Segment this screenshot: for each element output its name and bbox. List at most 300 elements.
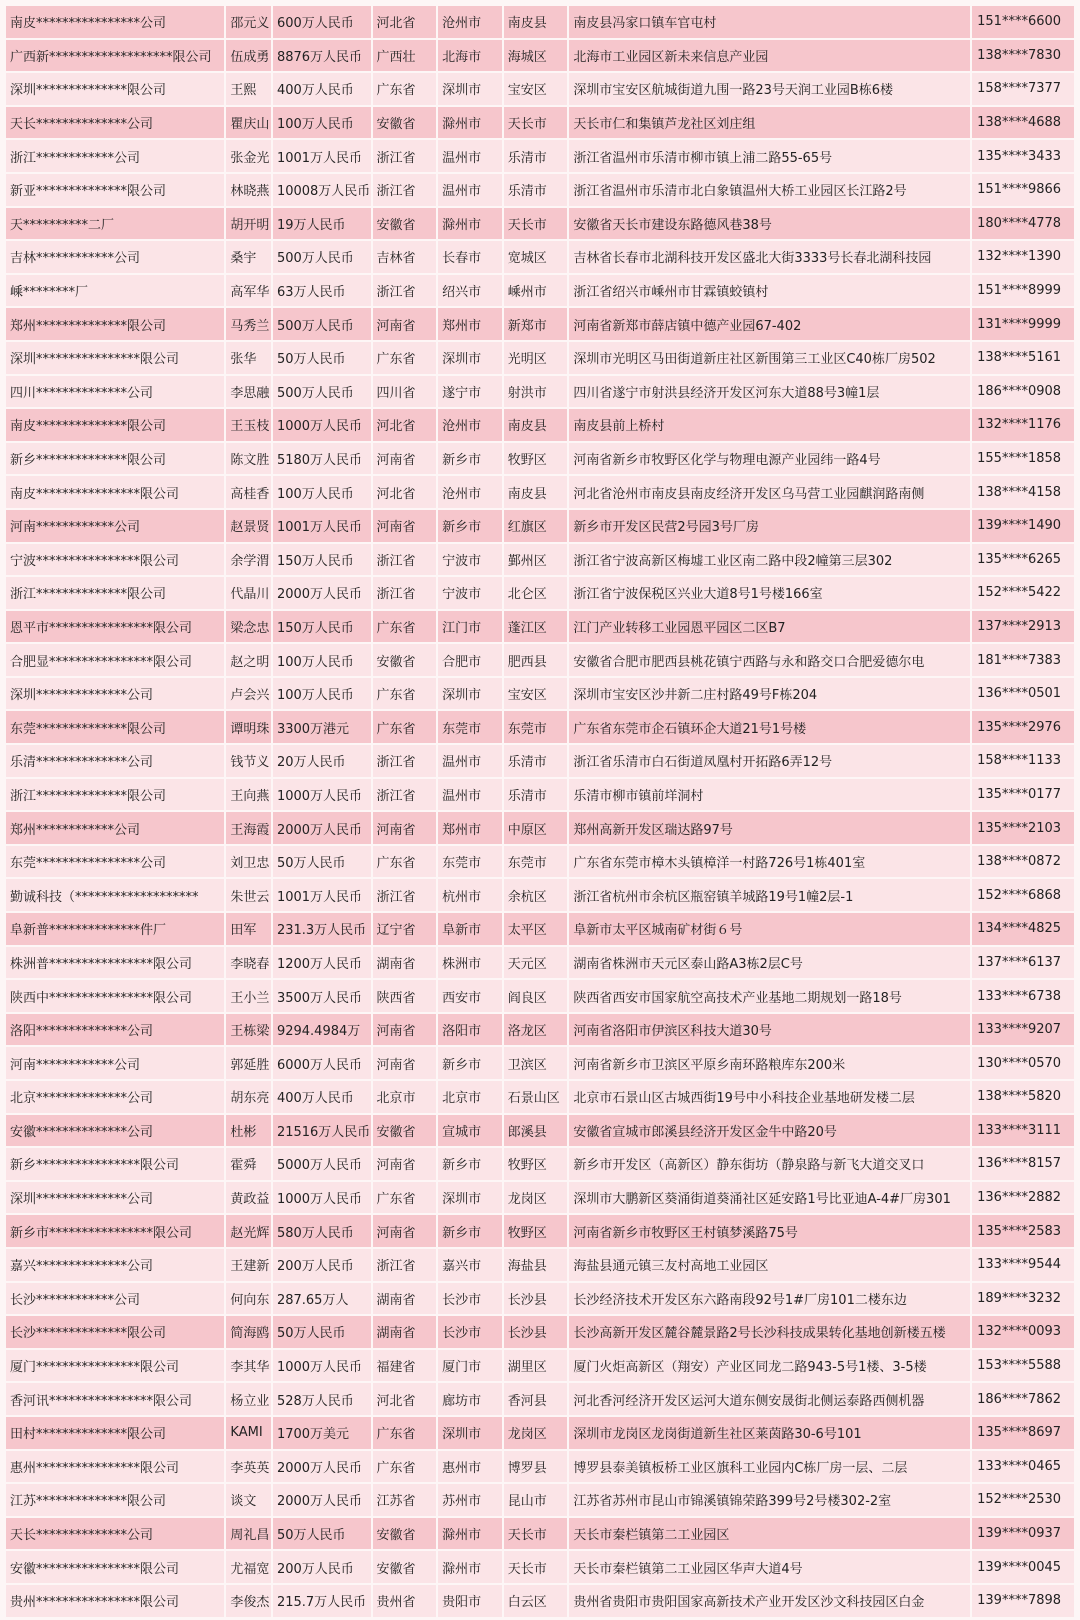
- city-cell: 宁波市: [438, 544, 502, 576]
- province-cell: 广东省: [373, 1451, 437, 1483]
- phone-cell: 158****7377: [972, 73, 1074, 105]
- company-name-cell: 长沙**************限公司: [6, 1316, 224, 1348]
- legal-person-cell: 李其华: [226, 1350, 271, 1382]
- district-cell: 海盐县: [504, 1249, 568, 1281]
- phone-cell: 153****5588: [972, 1350, 1074, 1382]
- phone-cell: 138****5820: [972, 1081, 1074, 1113]
- table-row: [6, 174, 1074, 206]
- legal-person-cell: 何向东: [226, 1283, 271, 1315]
- phone-cell: 158****1133: [972, 745, 1074, 777]
- province-cell: 广东省: [373, 678, 437, 710]
- company-name-cell: 嵊********厂: [6, 275, 224, 307]
- city-cell: 北海市: [438, 40, 502, 72]
- address-cell: 郑州高新开发区瑞达路97号: [569, 812, 970, 844]
- province-cell: 河南省: [373, 1148, 437, 1180]
- address-cell: 北海市工业园区新未来信息产业园: [569, 40, 970, 72]
- district-cell: 南皮县: [504, 476, 568, 508]
- company-name-cell: 新乡**************限公司: [6, 443, 224, 475]
- city-cell: 沧州市: [438, 6, 502, 38]
- province-cell: 广东省: [373, 1182, 437, 1214]
- city-cell: 长春市: [438, 241, 502, 273]
- company-name-cell: 天长**************公司: [6, 107, 224, 139]
- address-cell: 新乡市开发区民营2号园3号厂房: [569, 510, 970, 542]
- district-cell: 宽城区: [504, 241, 568, 273]
- registered-capital-cell: 2000万人民币: [273, 577, 371, 609]
- district-cell: 东莞市: [504, 711, 568, 743]
- province-cell: 广东省: [373, 846, 437, 878]
- address-cell: 天长市秦栏镇第二工业园区华声大道4号: [569, 1551, 970, 1583]
- table-row: [6, 342, 1074, 374]
- district-cell: 石景山区: [504, 1081, 568, 1113]
- address-cell: 陕西省西安市国家航空高技术产业基地二期规划一路18号: [569, 980, 970, 1012]
- company-name-cell: 合肥显****************限公司: [6, 644, 224, 676]
- city-cell: 东莞市: [438, 711, 502, 743]
- province-cell: 安徽省: [373, 1518, 437, 1550]
- province-cell: 河北省: [373, 476, 437, 508]
- registered-capital-cell: 1001万人民币: [273, 879, 371, 911]
- province-cell: 四川省: [373, 376, 437, 408]
- company-name-cell: 天**********二厂: [6, 208, 224, 240]
- legal-person-cell: 余学渭: [226, 544, 271, 576]
- company-name-cell: 洛阳**************公司: [6, 1014, 224, 1046]
- company-name-cell: 宁波****************限公司: [6, 544, 224, 576]
- district-cell: 乐清市: [504, 779, 568, 811]
- city-cell: 温州市: [438, 779, 502, 811]
- city-cell: 宁波市: [438, 577, 502, 609]
- address-cell: 河南省新乡市卫滨区平原乡南环路粮库东200米: [569, 1047, 970, 1079]
- province-cell: 广西壮: [373, 40, 437, 72]
- phone-cell: 135****0177: [972, 779, 1074, 811]
- city-cell: 东莞市: [438, 846, 502, 878]
- company-name-cell: 郑州**************限公司: [6, 308, 224, 340]
- phone-cell: 131****9999: [972, 308, 1074, 340]
- legal-person-cell: 赵景贤: [226, 510, 271, 542]
- address-cell: 深圳市大鹏新区葵涌街道葵涌社区延安路1号比亚迪A-4#厂房301: [569, 1182, 970, 1214]
- province-cell: 广东省: [373, 611, 437, 643]
- address-cell: 厦门火炬高新区（翔安）产业区同龙二路943-5号1楼、3-5楼: [569, 1350, 970, 1382]
- city-cell: 深圳市: [438, 678, 502, 710]
- legal-person-cell: 尤福宽: [226, 1551, 271, 1583]
- registered-capital-cell: 400万人民币: [273, 73, 371, 105]
- address-cell: 南皮县冯家口镇车官屯村: [569, 6, 970, 38]
- legal-person-cell: 张华: [226, 342, 271, 374]
- province-cell: 福建省: [373, 1350, 437, 1382]
- registered-capital-cell: 5180万人民币: [273, 443, 371, 475]
- province-cell: 贵州省: [373, 1585, 437, 1617]
- province-cell: 河南省: [373, 510, 437, 542]
- district-cell: 天元区: [504, 947, 568, 979]
- company-name-cell: 新乡市****************限公司: [6, 1215, 224, 1247]
- phone-cell: 137****6137: [972, 947, 1074, 979]
- table-row: [6, 40, 1074, 72]
- city-cell: 廊坊市: [438, 1383, 502, 1415]
- registered-capital-cell: 21516万人民币: [273, 1115, 371, 1147]
- table-row: [6, 879, 1074, 911]
- district-cell: 白云区: [504, 1585, 568, 1617]
- registered-capital-cell: 20万人民币: [273, 745, 371, 777]
- phone-cell: 133****6738: [972, 980, 1074, 1012]
- legal-person-cell: 卢会兴: [226, 678, 271, 710]
- registered-capital-cell: 50万人民币: [273, 846, 371, 878]
- legal-person-cell: 杜彬: [226, 1115, 271, 1147]
- registered-capital-cell: 1700万美元: [273, 1417, 371, 1449]
- phone-cell: 132****0093: [972, 1316, 1074, 1348]
- address-cell: 贵州省贵阳市贵阳国家高新技术产业开发区沙文科技园区白金: [569, 1585, 970, 1617]
- phone-cell: 132****1176: [972, 409, 1074, 441]
- district-cell: 龙岗区: [504, 1417, 568, 1449]
- company-name-cell: 惠州****************限公司: [6, 1451, 224, 1483]
- table-row: [6, 1551, 1074, 1583]
- company-name-cell: 嘉兴**************公司: [6, 1249, 224, 1281]
- table-row: [6, 980, 1074, 1012]
- district-cell: 牧野区: [504, 1148, 568, 1180]
- address-cell: 湖南省株洲市天元区泰山路A3栋2层C号: [569, 947, 970, 979]
- registered-capital-cell: 100万人民币: [273, 476, 371, 508]
- district-cell: 香河县: [504, 1383, 568, 1415]
- city-cell: 新乡市: [438, 1047, 502, 1079]
- address-cell: 深圳市光明区马田街道新庄社区新围第三工业区C40栋厂房502: [569, 342, 970, 374]
- legal-person-cell: 谭明珠: [226, 711, 271, 743]
- province-cell: 北京市: [373, 1081, 437, 1113]
- registered-capital-cell: 1000万人民币: [273, 1350, 371, 1382]
- district-cell: 乐清市: [504, 745, 568, 777]
- address-cell: 浙江省杭州市余杭区瓶窑镇羊城路19号1幢2层-1: [569, 879, 970, 911]
- city-cell: 西安市: [438, 980, 502, 1012]
- company-name-cell: 河南************公司: [6, 510, 224, 542]
- province-cell: 河北省: [373, 1383, 437, 1415]
- company-name-cell: 天长**************公司: [6, 1518, 224, 1550]
- city-cell: 阜新市: [438, 913, 502, 945]
- province-cell: 浙江省: [373, 275, 437, 307]
- province-cell: 浙江省: [373, 140, 437, 172]
- address-cell: 安徽省天长市建设东路德风巷38号: [569, 208, 970, 240]
- company-name-cell: 恩平市****************限公司: [6, 611, 224, 643]
- city-cell: 杭州市: [438, 879, 502, 911]
- company-name-cell: 南皮****************公司: [6, 6, 224, 38]
- city-cell: 温州市: [438, 745, 502, 777]
- address-cell: 河南省新乡市牧野区王村镇梦溪路75号: [569, 1215, 970, 1247]
- district-cell: 中原区: [504, 812, 568, 844]
- legal-person-cell: 王建新: [226, 1249, 271, 1281]
- legal-person-cell: 胡开明: [226, 208, 271, 240]
- phone-cell: 138****0872: [972, 846, 1074, 878]
- legal-person-cell: 瞿庆山: [226, 107, 271, 139]
- district-cell: 嵊州市: [504, 275, 568, 307]
- table-row: [6, 443, 1074, 475]
- legal-person-cell: 田军: [226, 913, 271, 945]
- city-cell: 郑州市: [438, 308, 502, 340]
- address-cell: 浙江省温州市乐清市柳市镇上浦二路55-65号: [569, 140, 970, 172]
- city-cell: 遂宁市: [438, 376, 502, 408]
- phone-cell: 138****4688: [972, 107, 1074, 139]
- district-cell: 天长市: [504, 1551, 568, 1583]
- district-cell: 射洪市: [504, 376, 568, 408]
- registered-capital-cell: 580万人民币: [273, 1215, 371, 1247]
- phone-cell: 186****7862: [972, 1383, 1074, 1415]
- phone-cell: 181****7383: [972, 644, 1074, 676]
- province-cell: 浙江省: [373, 544, 437, 576]
- phone-cell: 135****8697: [972, 1417, 1074, 1449]
- table-row: [6, 1014, 1074, 1046]
- district-cell: 海城区: [504, 40, 568, 72]
- city-cell: 绍兴市: [438, 275, 502, 307]
- company-name-cell: 南皮****************限公司: [6, 476, 224, 508]
- province-cell: 安徽省: [373, 107, 437, 139]
- province-cell: 江苏省: [373, 1484, 437, 1516]
- table-row: [6, 846, 1074, 878]
- address-cell: 江门产业转移工业园恩平园区二区B7: [569, 611, 970, 643]
- legal-person-cell: 黄政益: [226, 1182, 271, 1214]
- province-cell: 广东省: [373, 711, 437, 743]
- company-name-cell: 南皮**************限公司: [6, 409, 224, 441]
- table-row: [6, 711, 1074, 743]
- district-cell: 龙岗区: [504, 1182, 568, 1214]
- district-cell: 乐清市: [504, 174, 568, 206]
- address-cell: 四川省遂宁市射洪县经济开发区河东大道88号3幢1层: [569, 376, 970, 408]
- company-table: [4, 4, 1076, 1619]
- legal-person-cell: 王海霞: [226, 812, 271, 844]
- address-cell: 河北香河经济开发区运河大道东侧安晟街北侧运泰路西侧机器: [569, 1383, 970, 1415]
- district-cell: 洛龙区: [504, 1014, 568, 1046]
- province-cell: 湖南省: [373, 1283, 437, 1315]
- city-cell: 温州市: [438, 140, 502, 172]
- company-name-cell: 新乡****************限公司: [6, 1148, 224, 1180]
- phone-cell: 139****1490: [972, 510, 1074, 542]
- phone-cell: 138****7830: [972, 40, 1074, 72]
- legal-person-cell: 林晓燕: [226, 174, 271, 206]
- address-cell: 广东省东莞市樟木头镇樟洋一村路726号1栋401室: [569, 846, 970, 878]
- district-cell: 光明区: [504, 342, 568, 374]
- city-cell: 郑州市: [438, 812, 502, 844]
- province-cell: 河南省: [373, 443, 437, 475]
- city-cell: 新乡市: [438, 443, 502, 475]
- phone-cell: 189****3232: [972, 1283, 1074, 1315]
- registered-capital-cell: 100万人民币: [273, 107, 371, 139]
- table-row: [6, 1350, 1074, 1382]
- province-cell: 安徽省: [373, 644, 437, 676]
- district-cell: 天长市: [504, 1518, 568, 1550]
- registered-capital-cell: 150万人民币: [273, 544, 371, 576]
- city-cell: 新乡市: [438, 1215, 502, 1247]
- company-name-cell: 浙江**************限公司: [6, 577, 224, 609]
- address-cell: 河北省沧州市南皮县南皮经济开发区乌马营工业园麒润路南侧: [569, 476, 970, 508]
- address-cell: 深圳市宝安区航城街道九围一路23号天润工业园B栋6楼: [569, 73, 970, 105]
- company-name-cell: 郑州************公司: [6, 812, 224, 844]
- province-cell: 浙江省: [373, 1249, 437, 1281]
- legal-person-cell: 王熙: [226, 73, 271, 105]
- legal-person-cell: 王向燕: [226, 779, 271, 811]
- province-cell: 辽宁省: [373, 913, 437, 945]
- table-row: [6, 107, 1074, 139]
- table-row: [6, 1484, 1074, 1516]
- registered-capital-cell: 500万人民币: [273, 241, 371, 273]
- address-cell: 乐清市柳市镇前垟洞村: [569, 779, 970, 811]
- district-cell: 南皮县: [504, 409, 568, 441]
- province-cell: 陕西省: [373, 980, 437, 1012]
- registered-capital-cell: 1001万人民币: [273, 510, 371, 542]
- company-name-cell: 安徽**************公司: [6, 1115, 224, 1147]
- registered-capital-cell: 50万人民币: [273, 342, 371, 374]
- phone-cell: 152****6868: [972, 879, 1074, 911]
- registered-capital-cell: 215.7万人民币: [273, 1585, 371, 1617]
- table-row: [6, 745, 1074, 777]
- company-name-cell: 四川**************公司: [6, 376, 224, 408]
- table-row: [6, 1182, 1074, 1214]
- company-name-cell: 深圳**************公司: [6, 1182, 224, 1214]
- table-row: [6, 241, 1074, 273]
- address-cell: 安徽省合肥市肥西县桃花镇宁西路与永和路交口合肥爱德尔电: [569, 644, 970, 676]
- registered-capital-cell: 500万人民币: [273, 376, 371, 408]
- table-row: [6, 275, 1074, 307]
- address-cell: 河南省新乡市牧野区化学与物理电源产业园纬一路4号: [569, 443, 970, 475]
- legal-person-cell: 胡东亮: [226, 1081, 271, 1113]
- province-cell: 浙江省: [373, 745, 437, 777]
- phone-cell: 135****3433: [972, 140, 1074, 172]
- district-cell: 新郑市: [504, 308, 568, 340]
- phone-cell: 133****0465: [972, 1451, 1074, 1483]
- phone-cell: 133****9544: [972, 1249, 1074, 1281]
- legal-person-cell: 高桂香: [226, 476, 271, 508]
- address-cell: 北京市石景山区古城西街19号中小科技企业基地研发楼二层: [569, 1081, 970, 1113]
- district-cell: 鄞州区: [504, 544, 568, 576]
- company-name-cell: 陕西中****************限公司: [6, 980, 224, 1012]
- registered-capital-cell: 500万人民币: [273, 308, 371, 340]
- province-cell: 河南省: [373, 812, 437, 844]
- company-name-cell: 北京**************公司: [6, 1081, 224, 1113]
- legal-person-cell: 马秀兰: [226, 308, 271, 340]
- company-name-cell: 深圳**************公司: [6, 678, 224, 710]
- district-cell: 南皮县: [504, 6, 568, 38]
- district-cell: 余杭区: [504, 879, 568, 911]
- company-name-cell: 浙江**************限公司: [6, 779, 224, 811]
- province-cell: 湖南省: [373, 1316, 437, 1348]
- table-row: [6, 1249, 1074, 1281]
- legal-person-cell: 郭延胜: [226, 1047, 271, 1079]
- city-cell: 苏州市: [438, 1484, 502, 1516]
- table-row: [6, 812, 1074, 844]
- city-cell: 洛阳市: [438, 1014, 502, 1046]
- district-cell: 宝安区: [504, 73, 568, 105]
- city-cell: 新乡市: [438, 1148, 502, 1180]
- phone-cell: 139****0045: [972, 1551, 1074, 1583]
- table-row: [6, 510, 1074, 542]
- address-cell: 浙江省宁波高新区梅墟工业区南二路中段2幢第三层302: [569, 544, 970, 576]
- company-name-cell: 阜新普**************件厂: [6, 913, 224, 945]
- province-cell: 河南省: [373, 1014, 437, 1046]
- table-row: [6, 678, 1074, 710]
- company-name-cell: 厦门****************限公司: [6, 1350, 224, 1382]
- table-row: [6, 476, 1074, 508]
- registered-capital-cell: 50万人民币: [273, 1518, 371, 1550]
- registered-capital-cell: 2000万人民币: [273, 1484, 371, 1516]
- legal-person-cell: 赵之明: [226, 644, 271, 676]
- registered-capital-cell: 200万人民币: [273, 1551, 371, 1583]
- legal-person-cell: 王玉枝: [226, 409, 271, 441]
- table-row: [6, 1115, 1074, 1147]
- company-name-cell: 香河讯****************限公司: [6, 1383, 224, 1415]
- company-name-cell: 东莞****************公司: [6, 846, 224, 878]
- address-cell: 海盐县通元镇三友村高地工业园区: [569, 1249, 970, 1281]
- company-name-cell: 新亚**************限公司: [6, 174, 224, 206]
- legal-person-cell: 简海鸥: [226, 1316, 271, 1348]
- phone-cell: 135****2583: [972, 1215, 1074, 1247]
- company-name-cell: 株洲普****************限公司: [6, 947, 224, 979]
- address-cell: 浙江省宁波保税区兴业大道8号1号楼166室: [569, 577, 970, 609]
- registered-capital-cell: 2000万人民币: [273, 812, 371, 844]
- address-cell: 天长市秦栏镇第二工业园区: [569, 1518, 970, 1550]
- table-row: [6, 1316, 1074, 1348]
- company-name-cell: 长沙************公司: [6, 1283, 224, 1315]
- district-cell: 红旗区: [504, 510, 568, 542]
- city-cell: 贵阳市: [438, 1585, 502, 1617]
- legal-person-cell: 刘卫忠: [226, 846, 271, 878]
- registered-capital-cell: 3300万港元: [273, 711, 371, 743]
- district-cell: 湖里区: [504, 1350, 568, 1382]
- address-cell: 博罗县泰美镇板桥工业区旗科工业园内C栋厂房一层、二层: [569, 1451, 970, 1483]
- district-cell: 东莞市: [504, 846, 568, 878]
- company-name-cell: 贵州****************限公司: [6, 1585, 224, 1617]
- phone-cell: 186****0908: [972, 376, 1074, 408]
- address-cell: 浙江省绍兴市嵊州市甘霖镇蛟镇村: [569, 275, 970, 307]
- registered-capital-cell: 1000万人民币: [273, 779, 371, 811]
- company-name-cell: 河南************公司: [6, 1047, 224, 1079]
- province-cell: 河南省: [373, 1047, 437, 1079]
- phone-cell: 152****2530: [972, 1484, 1074, 1516]
- table-row: [6, 6, 1074, 38]
- company-name-cell: 深圳**************限公司: [6, 73, 224, 105]
- city-cell: 深圳市: [438, 73, 502, 105]
- address-cell: 阜新市太平区城南矿材街６号: [569, 913, 970, 945]
- province-cell: 广东省: [373, 73, 437, 105]
- legal-person-cell: 王小兰: [226, 980, 271, 1012]
- registered-capital-cell: 10008万人民币: [273, 174, 371, 206]
- city-cell: 滁州市: [438, 1551, 502, 1583]
- address-cell: 深圳市宝安区沙井新二庄村路49号F栋204: [569, 678, 970, 710]
- address-cell: 新乡市开发区（高新区）静东街坊（静泉路与新飞大道交叉口: [569, 1148, 970, 1180]
- legal-person-cell: 李晓春: [226, 947, 271, 979]
- phone-cell: 138****5161: [972, 342, 1074, 374]
- phone-cell: 133****9207: [972, 1014, 1074, 1046]
- phone-cell: 133****3111: [972, 1115, 1074, 1147]
- registered-capital-cell: 231.3万人民币: [273, 913, 371, 945]
- registered-capital-cell: 100万人民币: [273, 678, 371, 710]
- city-cell: 沧州市: [438, 409, 502, 441]
- registered-capital-cell: 5000万人民币: [273, 1148, 371, 1180]
- registered-capital-cell: 400万人民币: [273, 1081, 371, 1113]
- table-row: [6, 208, 1074, 240]
- phone-cell: 151****9866: [972, 174, 1074, 206]
- table-row: [6, 1148, 1074, 1180]
- table-row: [6, 947, 1074, 979]
- company-name-cell: 吉林************公司: [6, 241, 224, 273]
- legal-person-cell: 霍舜: [226, 1148, 271, 1180]
- city-cell: 长沙市: [438, 1283, 502, 1315]
- city-cell: 滁州市: [438, 208, 502, 240]
- phone-cell: 151****8999: [972, 275, 1074, 307]
- registered-capital-cell: 528万人民币: [273, 1383, 371, 1415]
- city-cell: 新乡市: [438, 510, 502, 542]
- city-cell: 深圳市: [438, 1182, 502, 1214]
- district-cell: 长沙县: [504, 1283, 568, 1315]
- phone-cell: 130****0570: [972, 1047, 1074, 1079]
- table-row: [6, 644, 1074, 676]
- province-cell: 广东省: [373, 1417, 437, 1449]
- phone-cell: 136****2882: [972, 1182, 1074, 1214]
- province-cell: 浙江省: [373, 879, 437, 911]
- city-cell: 沧州市: [438, 476, 502, 508]
- province-cell: 湖南省: [373, 947, 437, 979]
- company-name-cell: 深圳****************限公司: [6, 342, 224, 374]
